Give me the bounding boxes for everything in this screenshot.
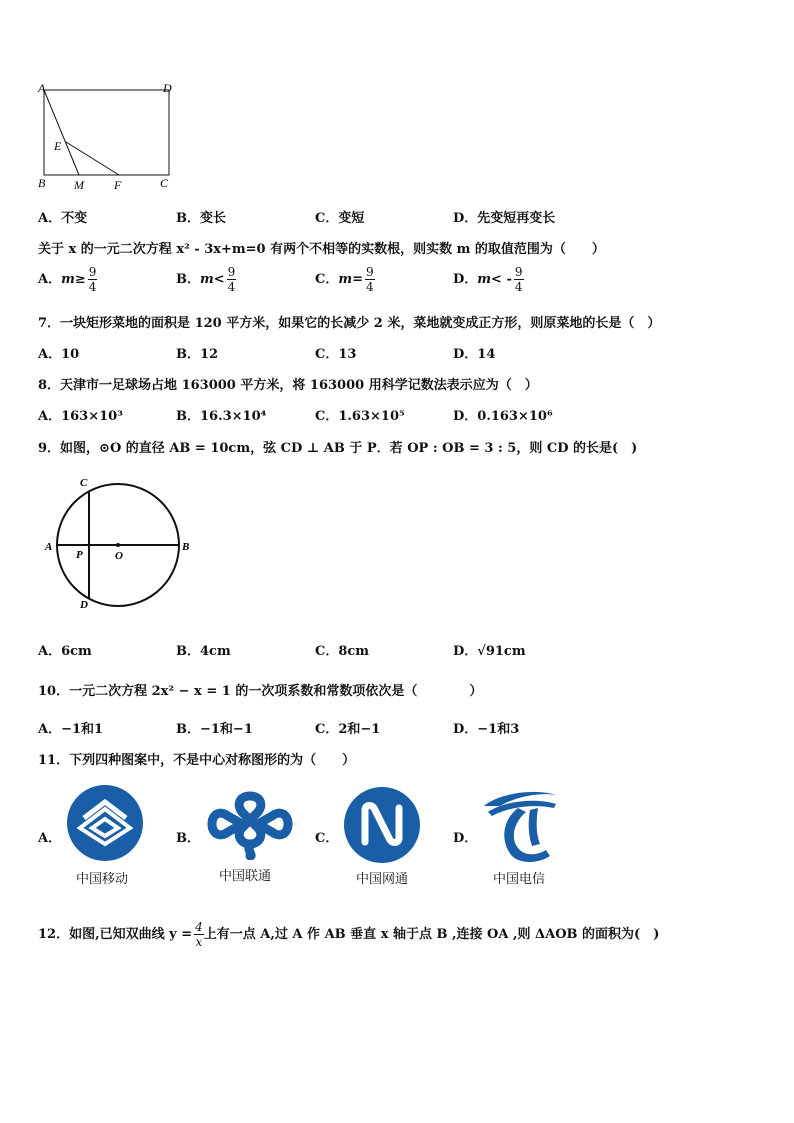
label-M: M xyxy=(74,178,84,192)
label-D: D xyxy=(163,81,172,95)
rectangle-figure xyxy=(30,80,190,195)
china-unicom-logo-icon xyxy=(202,788,298,860)
q5-option-a[interactable]: A．不变 xyxy=(38,211,88,226)
q8-option-b[interactable]: B．16.3×10⁴ xyxy=(176,409,267,424)
question-12: 12．如图,已知双曲线 y = $\frac{4}{x}$ 上有一点 A,过 A 作 AB 垂直 x 轴于点 B ,连接 OA ,则 ΔAOB 的面积为( ) xyxy=(38,920,660,949)
china-unicom-caption: 中国联通 xyxy=(219,869,272,884)
label-F: F xyxy=(114,178,122,192)
china-telecom-caption: 中国电信 xyxy=(493,872,546,887)
china-mobile-caption: 中国移动 xyxy=(76,872,129,887)
q5-option-d[interactable]: D．先变短再变长 xyxy=(453,211,556,226)
label-E: E xyxy=(54,139,62,153)
label-B: B xyxy=(38,176,46,190)
q6-option-a[interactable]: A．m≥ $\frac{9}{4}$ xyxy=(38,265,97,294)
question-7: 7．一块矩形菜地的面积是 120 平方米，如果它的长减少 2 米，菜地就变成正方形，则原菜地的长是（ ） xyxy=(38,316,661,331)
q10-option-a[interactable]: A．−1和1 xyxy=(38,722,104,737)
q8-option-a[interactable]: A．163×10³ xyxy=(38,409,123,424)
label-O: O xyxy=(115,550,123,562)
q8-option-c[interactable]: C．1.63×10⁵ xyxy=(315,409,405,424)
china-telecom-logo-icon xyxy=(480,786,562,866)
china-netcom-caption: 中国网通 xyxy=(356,872,409,887)
label-D: D xyxy=(80,599,88,611)
question-9: 9．如图，⊙O 的直径 AB = 10cm，弦 CD ⊥ AB 于 P．若 OP : OB = 3 : 5，则 CD 的长是( ) xyxy=(38,441,638,456)
label-A: A xyxy=(38,81,46,95)
q7-option-a[interactable]: A．10 xyxy=(38,347,80,362)
q5-option-c[interactable]: C．变短 xyxy=(315,211,365,226)
q9-option-d[interactable]: D．√91cm xyxy=(453,644,526,659)
q8-option-d[interactable]: D．0.163×10⁶ xyxy=(453,409,553,424)
question-11: 11．下列四种图案中，不是中心对称图形的为（ ） xyxy=(38,753,356,768)
label-A: A xyxy=(45,541,53,553)
q10-option-d[interactable]: D．−1和3 xyxy=(453,722,520,737)
question-10: 10．一元二次方程 2x² − x = 1 的一次项系数和常数项依次是（ ） xyxy=(38,684,483,699)
q9-option-c[interactable]: C．8cm xyxy=(315,644,370,659)
q11-option-d-label[interactable]: D． xyxy=(453,831,478,846)
label-B: B xyxy=(182,541,190,553)
q7-option-b[interactable]: B．12 xyxy=(176,347,219,362)
q7-option-d[interactable]: D．14 xyxy=(453,347,496,362)
q6-option-b[interactable]: B．m< $\frac{9}{4}$ xyxy=(176,265,236,294)
q7-option-c[interactable]: C．13 xyxy=(315,347,357,362)
q10-option-c[interactable]: C．2和−1 xyxy=(315,722,381,737)
label-P: P xyxy=(76,549,83,561)
q9-option-b[interactable]: B．4cm xyxy=(176,644,231,659)
china-netcom-logo-icon xyxy=(343,786,421,864)
q10-option-b[interactable]: B．−1和−1 xyxy=(176,722,253,737)
label-C: C xyxy=(160,176,169,190)
circle-figure xyxy=(40,474,200,614)
q6-option-c[interactable]: C．m= $\frac{9}{4}$ xyxy=(315,265,374,294)
question-6: 关于 x 的一元二次方程 x² - 3x+m=0 有两个不相等的实数根，则实数 m 的取值范围为（ ） xyxy=(38,242,605,257)
q9-option-a[interactable]: A．6cm xyxy=(38,644,92,659)
q11-option-c-label[interactable]: C． xyxy=(315,831,339,846)
q11-option-b-label[interactable]: B． xyxy=(176,831,200,846)
question-8: 8．天津市一足球场占地 163000 平方米，将 163000 用科学记数法表示应为（ ） xyxy=(38,378,538,393)
china-mobile-logo-icon xyxy=(66,784,144,862)
q6-option-d[interactable]: D．m< - $\frac{9}{4}$ xyxy=(453,265,523,294)
q5-option-b[interactable]: B．变长 xyxy=(176,211,226,226)
q11-option-a-label[interactable]: A． xyxy=(38,831,62,846)
label-C: C xyxy=(80,477,88,489)
